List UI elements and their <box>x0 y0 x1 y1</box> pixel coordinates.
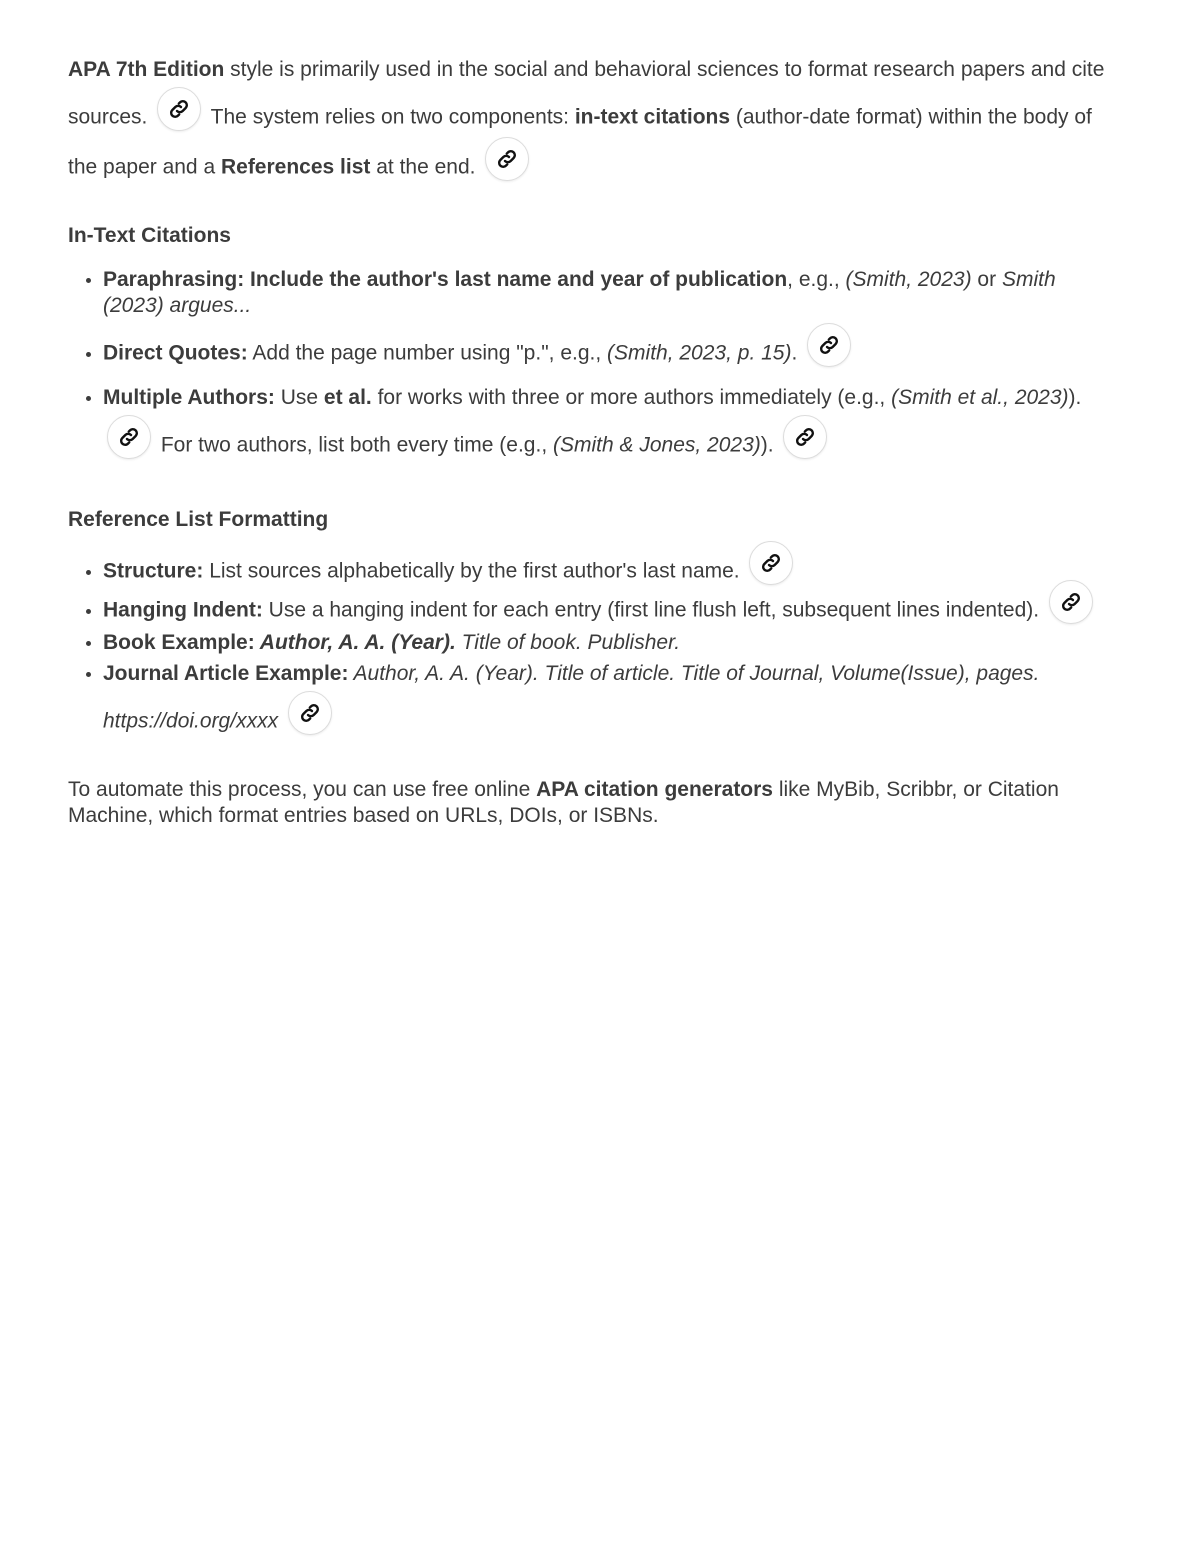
link-icon <box>495 147 519 171</box>
item-text: ). <box>760 433 774 457</box>
item-bold-italic: Author, A. A. (Year). <box>254 631 456 654</box>
list-item <box>103 586 1120 636</box>
item-label: Book Example: <box>103 631 255 654</box>
intro-text: The system relies on two components: <box>205 105 575 129</box>
intro-bold: References list <box>220 155 371 179</box>
source-link-button[interactable] <box>783 415 827 459</box>
link-icon <box>167 97 191 121</box>
intro-text: style is primarily used in the social and behavioral sciences to format research papers and cite sources. <box>68 58 1105 129</box>
item-bold: et al. <box>323 386 372 409</box>
item-label: Structure: <box>103 559 204 583</box>
item-italic: (Smith & Jones, 2023) <box>553 433 761 457</box>
closing-text: like MyBib, Scribbr, or Citation Machine, which format entries based on URLs, DOIs, or ISBNs. <box>68 778 1059 827</box>
source-link-button[interactable] <box>807 323 851 367</box>
item-label: Journal Article Example: <box>103 662 349 685</box>
list-item <box>103 329 1120 379</box>
link-icon <box>117 425 141 449</box>
intro-text: (author-date format) within the body of the paper and a <box>68 105 1092 179</box>
item-text: ). <box>1068 386 1082 409</box>
item-text: for works with three or more authors immediately (e.g., <box>371 386 892 409</box>
list-item <box>103 650 1120 747</box>
link-icon <box>298 701 322 725</box>
closing-paragraph <box>68 777 1120 829</box>
in-text-list <box>68 267 1120 471</box>
item-italic: Smith (2023) argues... <box>103 268 1056 317</box>
item-label: Multiple Authors: <box>103 386 275 409</box>
intro-paragraph <box>68 46 1120 193</box>
item-bold: Include the author's last name and year of publication <box>244 268 788 291</box>
item-text: List sources alphabetically by the first author's last name. <box>203 559 740 583</box>
item-label: Paraphrasing: <box>103 268 245 291</box>
item-italic: Title of book. Publisher. <box>455 631 681 654</box>
section-heading-in-text: In-Text Citations <box>68 224 231 247</box>
item-label: Direct Quotes: <box>103 341 248 365</box>
intro-bold-title: APA 7th Edition <box>68 58 225 81</box>
item-italic: (Smith, 2023, p. 15) <box>607 341 792 365</box>
item-text: , e.g., <box>787 268 846 291</box>
section-heading-references: Reference List Formatting <box>68 508 329 531</box>
item-text: Add the page number using "p.", e.g., <box>247 341 608 365</box>
source-link-button[interactable] <box>157 87 201 131</box>
source-link-button[interactable] <box>1049 580 1093 624</box>
list-item <box>103 374 1120 471</box>
link-icon <box>1059 590 1083 614</box>
item-text: Use <box>274 386 324 409</box>
item-label: Hanging Indent: <box>103 598 263 622</box>
closing-bold: APA citation generators <box>536 778 773 801</box>
link-icon <box>817 333 841 357</box>
item-italic: Author, A. A. (Year). Title of article. Title of Journal, Volume(Issue), pages. https://doi.org/xxxx <box>103 662 1040 733</box>
closing-text: To automate this process, you can use free online <box>68 778 537 801</box>
link-icon <box>793 425 817 449</box>
list-item <box>103 267 1120 319</box>
intro-text: at the end. <box>370 155 476 179</box>
item-italic: (Smith, 2023) <box>845 268 972 291</box>
item-text: Use a hanging indent for each entry (first line flush left, subsequent lines indented). <box>262 598 1040 622</box>
link-icon <box>759 551 783 575</box>
source-link-button[interactable] <box>107 415 151 459</box>
source-link-button[interactable] <box>485 137 529 181</box>
source-link-button[interactable] <box>288 691 332 735</box>
item-italic: (Smith et al., 2023) <box>891 386 1069 409</box>
intro-bold: in-text citations <box>574 105 731 129</box>
reference-list <box>68 547 1120 747</box>
source-link-button[interactable] <box>749 541 793 585</box>
item-text: For two authors, list both every time (e.g., <box>155 433 553 457</box>
item-text: or <box>971 268 1002 291</box>
item-text: . <box>791 341 798 365</box>
